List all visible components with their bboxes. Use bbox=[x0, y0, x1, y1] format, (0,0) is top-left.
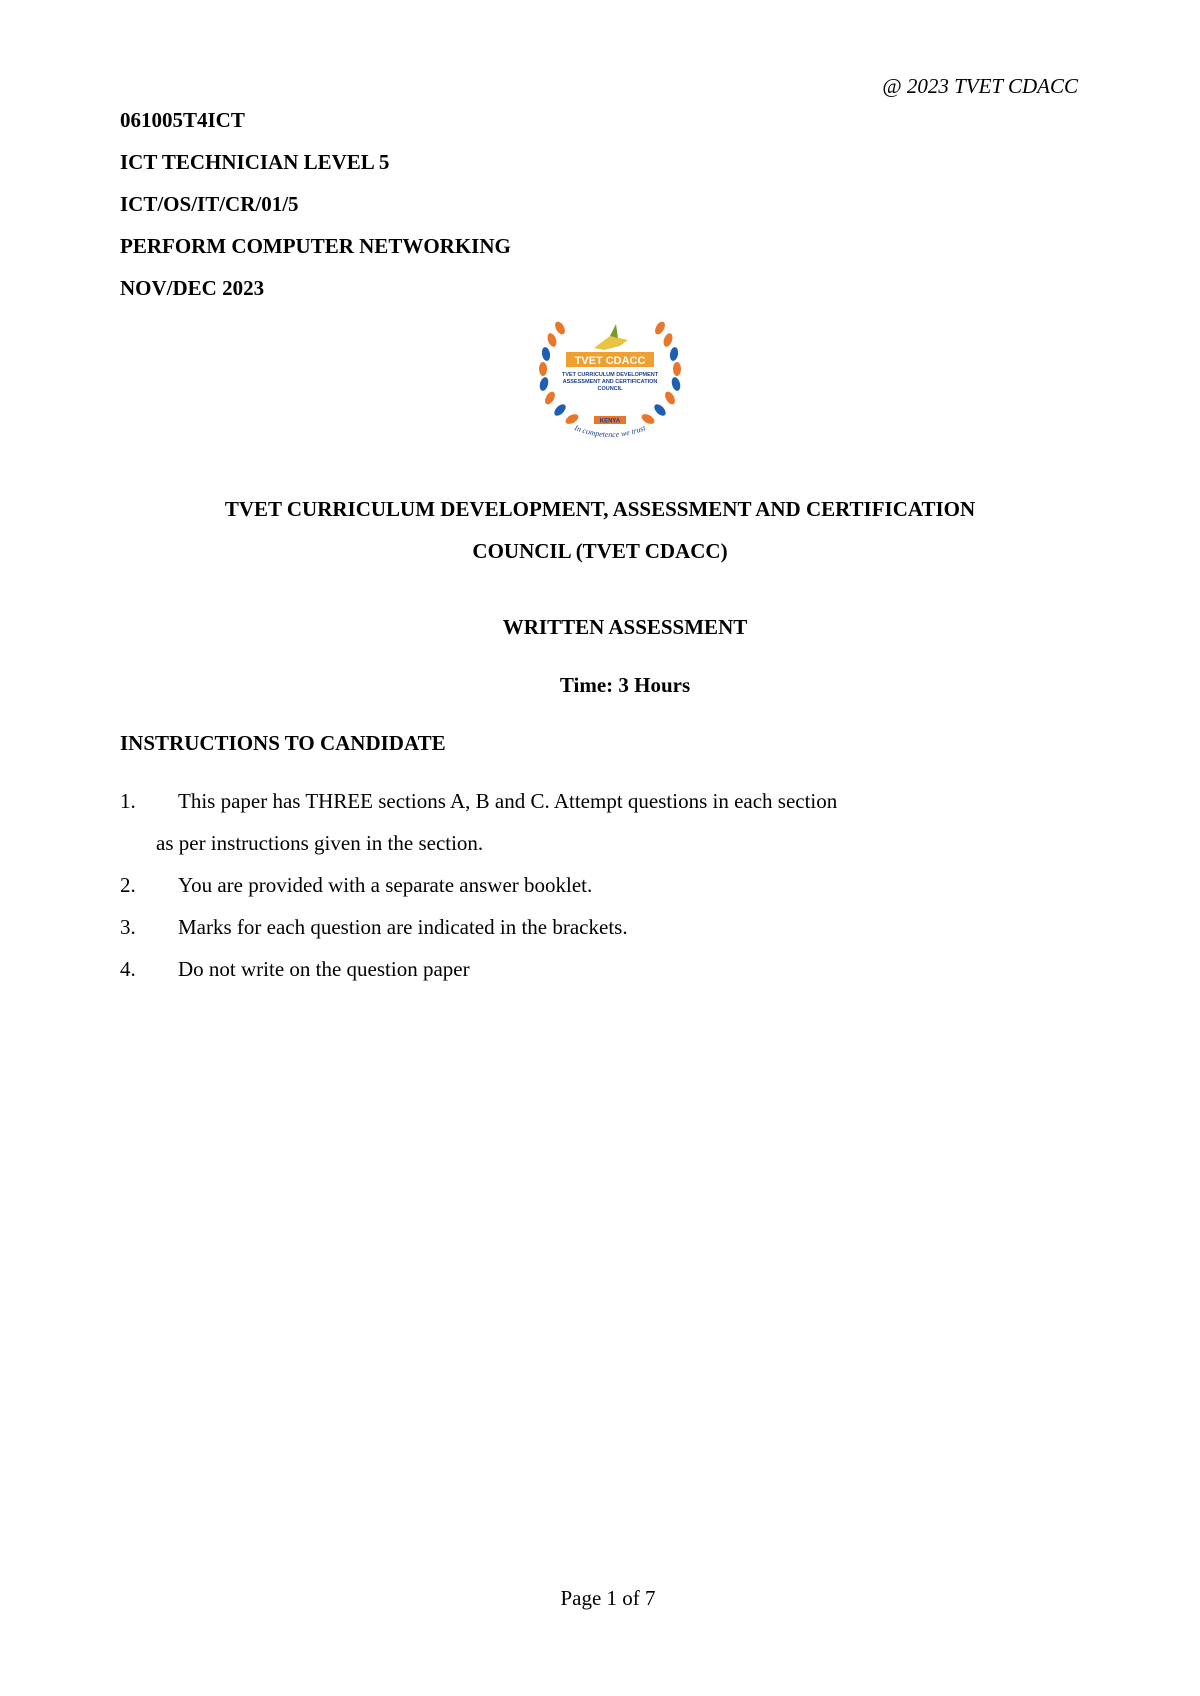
logo-banner-text: TVET CDACC bbox=[574, 355, 646, 367]
exam-session: NOV/DEC 2023 bbox=[120, 276, 265, 300]
logo-ribbon-text: KENYA bbox=[599, 418, 621, 425]
paper-metadata bbox=[120, 108, 511, 318]
logo-motto-text: In competence we trust bbox=[573, 423, 647, 440]
instruction-number: 4. bbox=[120, 957, 136, 981]
paper-level: ICT TECHNICIAN LEVEL 5 bbox=[120, 150, 390, 174]
instruction-number: 3. bbox=[120, 915, 136, 939]
page-number: Page 1 of 7 bbox=[560, 1586, 656, 1610]
logo-graphic bbox=[532, 316, 688, 448]
instruction-text: Do not write on the question paper bbox=[178, 957, 470, 981]
instruction-text-continued: as per instructions given in the section. bbox=[156, 831, 484, 855]
instruction-text: Marks for each question are indicated in the brackets. bbox=[178, 915, 628, 939]
time-allowed: Time: 3 Hours bbox=[559, 673, 691, 697]
logo-motto bbox=[572, 423, 647, 439]
instruction-number: 1. bbox=[120, 789, 136, 813]
instruction-number: 2. bbox=[120, 873, 136, 897]
assessment-title: WRITTEN ASSESSMENT bbox=[502, 615, 748, 639]
council-name-line-1: TVET CURRICULUM DEVELOPMENT, ASSESSMENT AND CERTIFICATION bbox=[224, 497, 976, 521]
council-name bbox=[0, 488, 1200, 572]
book-quill-icon bbox=[594, 336, 628, 350]
logo-body-text-3: COUNCIL bbox=[597, 386, 623, 392]
instruction-text: This paper has THREE sections A, B and C. Attempt questions in each section bbox=[178, 789, 838, 813]
paper-code: 061005T4ICT bbox=[120, 108, 245, 132]
tvet-cdacc-logo bbox=[532, 316, 688, 448]
copyright-notice: @ 2023 TVET CDACC bbox=[882, 74, 1078, 98]
unit-title: PERFORM COMPUTER NETWORKING bbox=[120, 234, 511, 258]
instruction-text: You are provided with a separate answer booklet. bbox=[178, 873, 593, 897]
logo-body-text-1: TVET CURRICULUM DEVELOPMENT bbox=[561, 372, 659, 378]
council-name-line-2: COUNCIL (TVET CDACC) bbox=[472, 539, 728, 563]
instructions-heading: INSTRUCTIONS TO CANDIDATE bbox=[120, 731, 446, 755]
logo-body-text-2: ASSESSMENT AND CERTIFICATION bbox=[562, 379, 658, 385]
unit-code: ICT/OS/IT/CR/01/5 bbox=[120, 192, 299, 216]
